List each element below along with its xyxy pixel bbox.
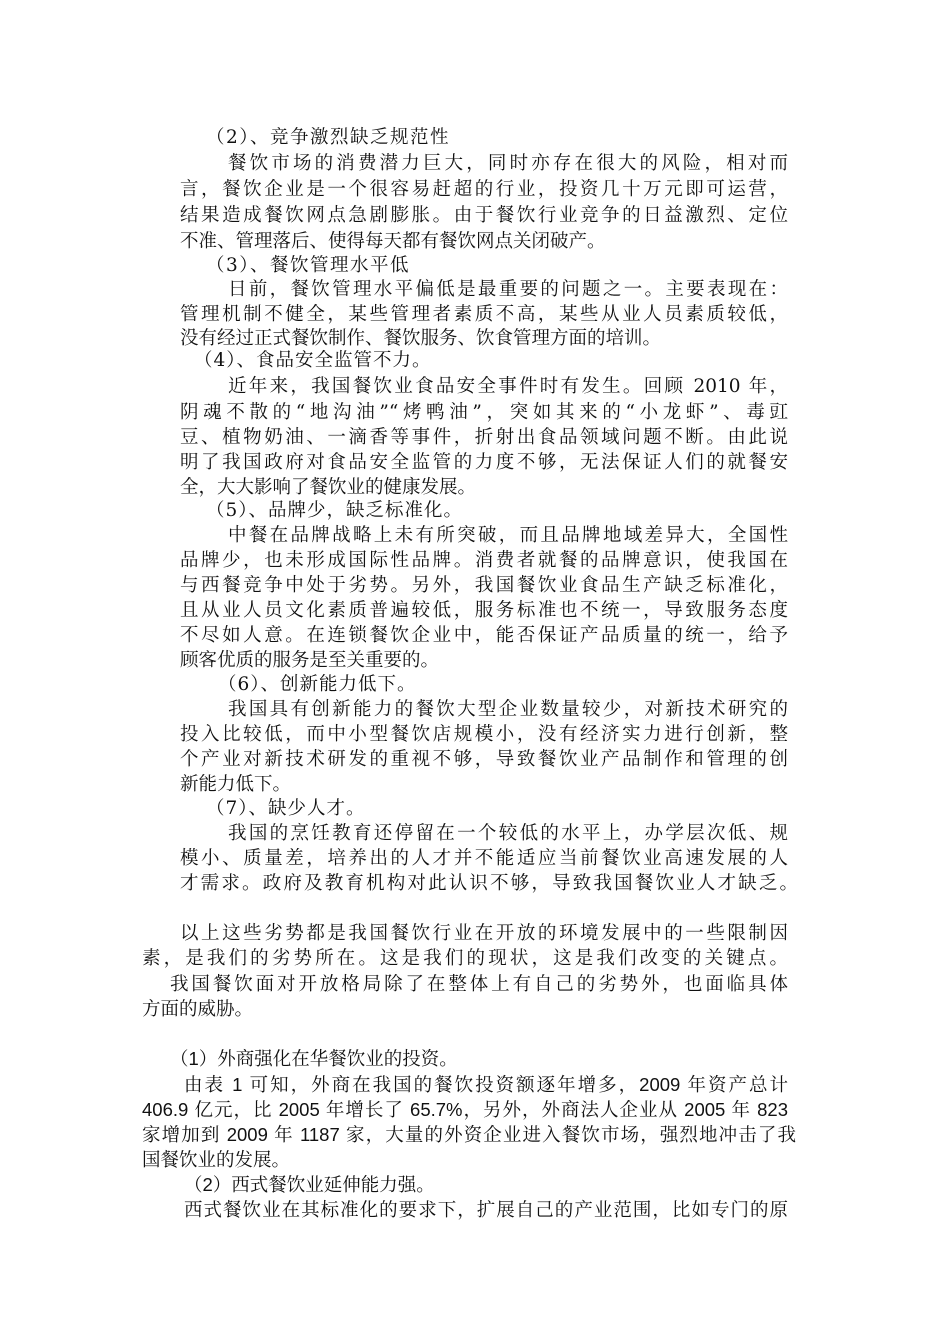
text-line: 不准、管理落后、使得每天都有餐饮网点关闭破产。 [180,231,606,252]
heading-5-brand: （5）、品牌少，缺乏标准化。 [206,500,464,521]
text-line: 顾客优质的服务是至关重要的。 [180,650,440,671]
text-line: 不尽如人意。在连锁餐饮企业中，能否保证产品质量的统一，给予 [180,625,788,646]
text-line: 我国的烹饪教育还停留在一个较低的水平上，办学层次低、规 [228,823,788,844]
text-line: 明了我国政府对食品安全监管的力度不够，无法保证人们的就餐安 [180,452,788,473]
text-line: 素，是我们的劣势所在。这是我们的现状，这是我们改变的关键点。 [142,948,788,969]
text-line: 没有经过正式餐饮制作、餐饮服务、饮食管理方面的培训。 [180,328,662,349]
heading-6-innovation: （6）、创新能力低下。 [218,674,417,695]
text-line: 豆、植物奶油、一滴香等事件，折射出食品领域问题不断。由此说 [180,427,788,448]
text-line: 且从业人员文化素质普遍较低，服务标准也不统一，导致服务态度 [180,600,788,621]
text-line: 投入比较低，而中小型餐饮店规模小，没有经济实力进行创新，整 [180,724,788,745]
text-line: 方面的威胁。 [142,999,254,1020]
text-line: 西式餐饮业在其标准化的要求下，扩展自己的产业范围，比如专门的原 [184,1199,788,1220]
text-line: 我国具有创新能力的餐饮大型企业数量较少，对新技术研究的 [228,699,788,720]
heading-threat-2: （2）西式餐饮业延伸能力强。 [184,1174,435,1195]
text-line: 才需求。政府及教育机构对此认识不够，导致我国餐饮业人才缺乏。 [180,873,798,894]
text-line: 品牌少，也未形成国际性品牌。消费者就餐的品牌意识，使我国在 [180,550,788,571]
text-line: 国餐饮业的发展。 [142,1149,291,1170]
text-line: 与西餐竞争中处于劣势。另外，我国餐饮业食品生产缺乏标准化， [180,575,788,596]
text-line: 新能力低下。 [180,774,292,795]
text-line: 餐饮市场的消费潜力巨大，同时亦存在很大的风险，相对而 [228,153,788,174]
text-line: 个产业对新技术研发的重视不够，导致餐饮业产品制作和管理的创 [180,749,788,770]
text-line: 阴魂不散的“地沟油”“烤鸭油”，突如其来的“小龙虾”、毒豇 [180,402,788,423]
text-line: 模小、质量差，培养出的人才并不能适应当前餐饮业高速发展的人 [180,848,788,869]
text-line: 结果造成餐饮网点急剧膨胀。由于餐饮行业竞争的日益激烈、定位 [180,205,788,226]
text-line: 以上这些劣势都是我国餐饮行业在开放的环境发展中的一些限制因 [180,923,788,944]
text-line: 406.9 亿元，比 2005 年增长了 65.7%，另外，外商法人企业从 2005 年 823 [142,1099,788,1120]
text-line: 管理机制不健全，某些管理者素质不高，某些从业人员素质较低， [180,304,788,325]
text-line: 由表 1 可知，外商在我国的餐饮投资额逐年增多，2009 年资产总计 [184,1074,788,1095]
heading-7-talent: （7）、缺少人才。 [206,798,366,819]
text-line: 中餐在品牌战略上未有所突破，而且品牌地域差异大，全国性 [228,525,788,546]
text-line: 近年来，我国餐饮业食品安全事件时有发生。回顾 2010 年， [228,376,788,397]
heading-2-competition: （2）、竞争激烈缺乏规范性 [206,127,451,148]
text-line: 全，大大影响了餐饮业的健康发展。 [180,477,477,498]
text-line: 我国餐饮面对开放格局除了在整体上有自己的劣势外，也面临具体 [170,974,788,995]
heading-3-management: （3）、餐饮管理水平低 [206,255,411,276]
text-line: 日前，餐饮管理水平偏低是最重要的问题之一。主要表现在： [228,279,788,300]
text-line: 家增加到 2009 年 1187 家，大量的外资企业进入餐饮市场，强烈地冲击了我 [142,1124,796,1145]
text-line: 言，餐饮企业是一个很容易赶超的行业，投资几十万元即可运营， [180,179,788,200]
heading-4-food-safety: （4）、食品安全监管不力。 [194,350,432,371]
heading-threat-1: （1）外商强化在华餐饮业的投资。 [170,1048,458,1069]
